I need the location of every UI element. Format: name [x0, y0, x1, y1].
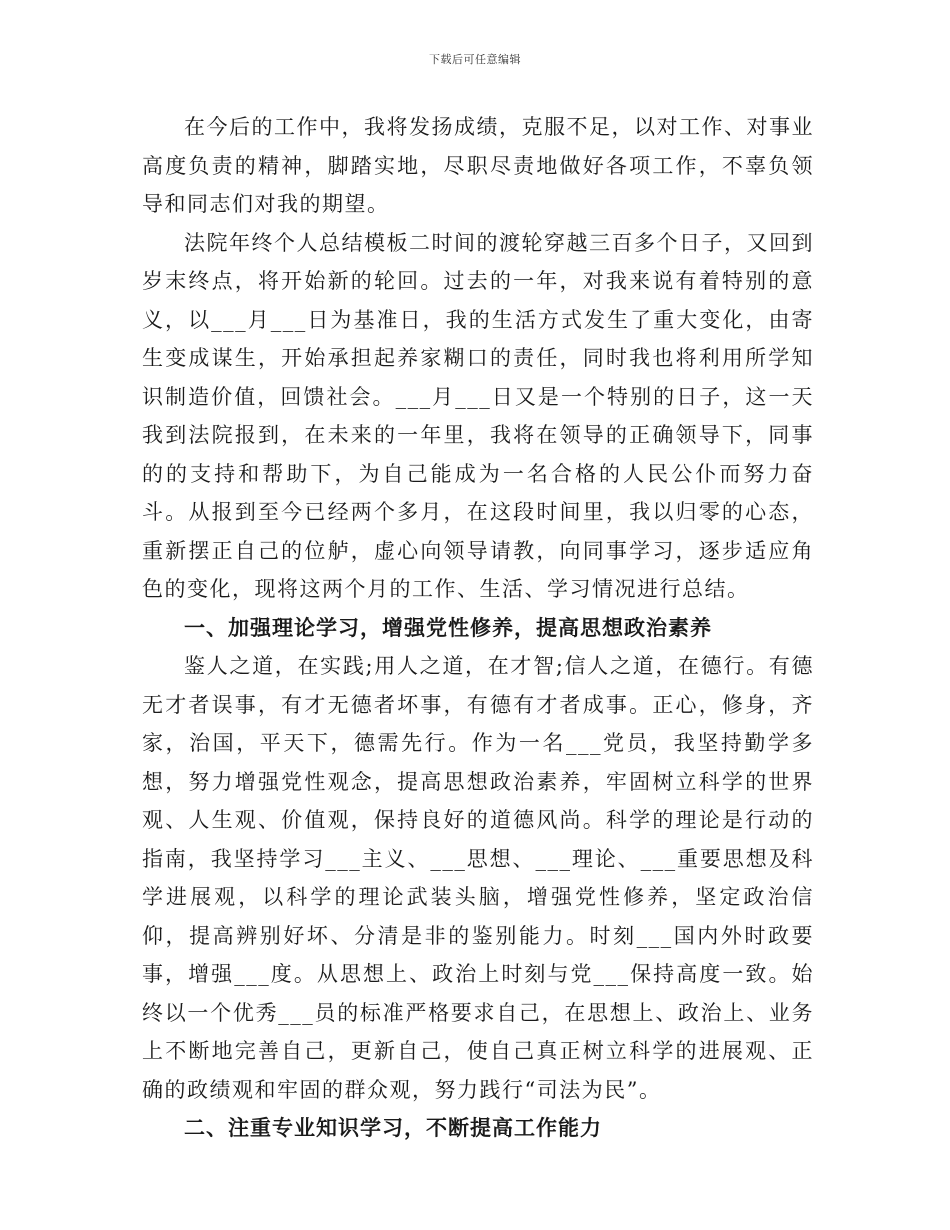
paragraph-closing: 在今后的工作中，我将发扬成绩，克服不足，以对工作、对事业高度负责的精神，脚踏实地，尽职尽责地做好各项工作，不辜负领导和同志们对我的期望。 — [142, 115, 814, 216]
paragraph-theory-study: 鉴人之道，在实践;用人之道，在才智;信人之道，在德行。有德无才者误事，有才无德者坏事，有德有才者成事。正心，修身，齐家，治国，平天下，德需先行。作为一名___党员，我坚持勤学多想，努力增强党性观念，提高思想政治素养，牢固树立科学的世界观、人生观、价值观，保持良好的道德风尚。科学的理论是行动的指南，我坚持学习___主义、___思想、___理论、___重要思想及科学进展观，以科学的理论武装头脑，增强党性修养，坚定政治信仰，提高辨别好坏、分清是非的鉴别能力。时刻___国内外时政要事，增强___度。从思想上、政治上时刻与党___保持高度一致。始终以一个优秀___员的标准严格要求自己，在思想上、政治上、业务上不断地完善自己，更新自己，使自己真正树立科学的进展观、正确的政绩观和牢固的群众观，努力践行“司法为民”。 — [142, 654, 814, 1102]
page-header: 下载后可任意编辑 — [429, 53, 521, 66]
section-heading-1: 一、加强理论学习，增强党性修养，提高思想政治素养 — [184, 614, 712, 640]
section-heading-2: 二、注重专业知识学习，不断提高工作能力 — [184, 1115, 602, 1140]
document-body — [142, 108, 814, 1148]
paragraph-intro: 法院年终个人总结模板二时间的渡轮穿越三百多个日子，又回到岁末终点，将开始新的轮回。过去的一年，对我来说有着特别的意义，以___月___日为基准日，我的生活方式发生了重大变化，由寄生变成谋生，开始承担起养家糊口的责任，同时我也将利用所学知识制造价值，回馈社会。___月___日又是一个特别的日子，这一天我到法院报到，在未来的一年里，我将在领导的正确领导下，同事的的支持和帮助下，为自己能成为一名合格的人民公仆而努力奋斗。从报到至今已经两个多月，在这段时间里，我以归零的心态，重新摆正自己的位舻，虚心向领导请教，向同事学习，逐步适应角色的变化，现将这两个月的工作、生活、学习情况进行总结。 — [142, 230, 814, 601]
